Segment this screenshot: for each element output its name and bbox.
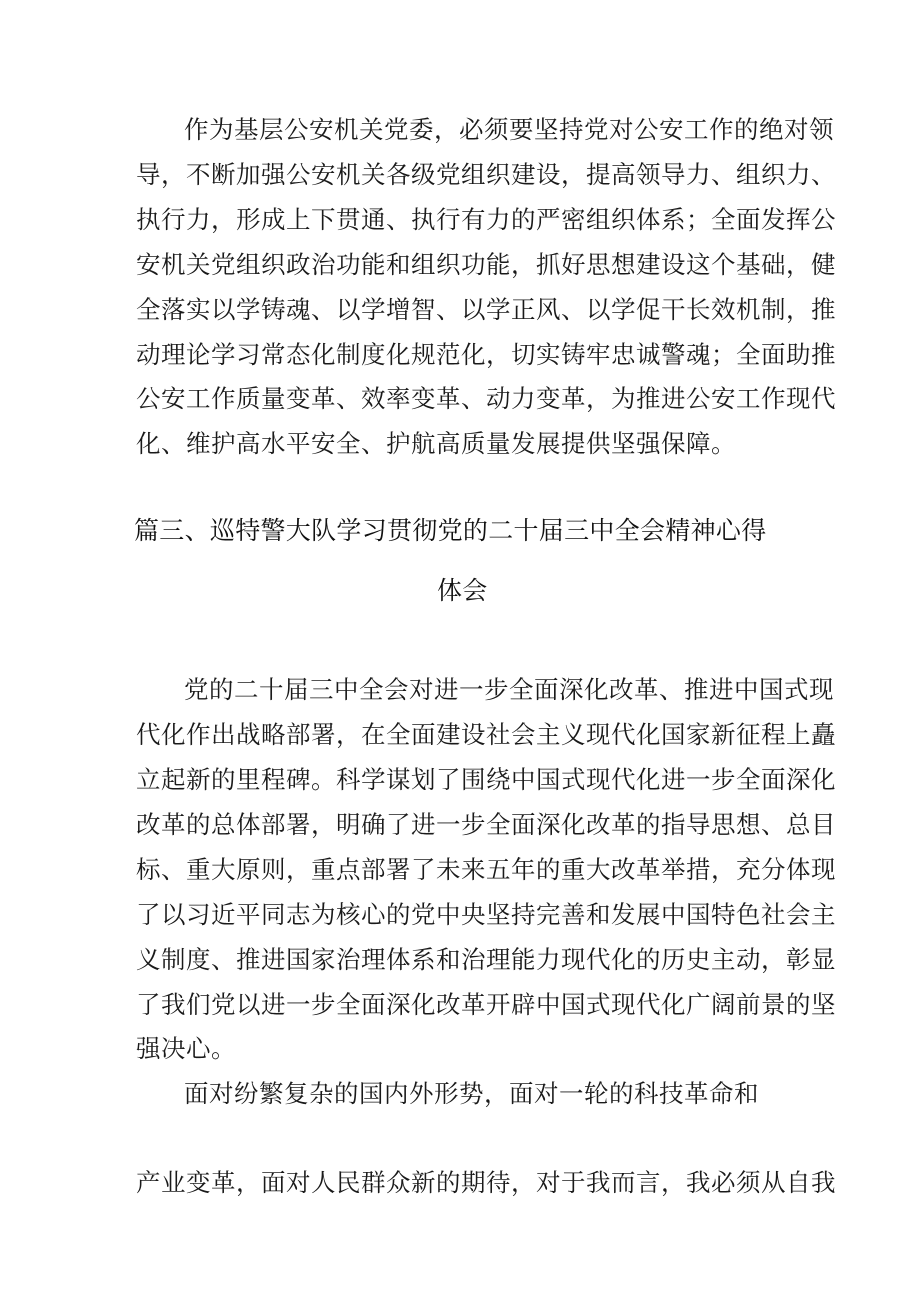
section-heading-line-1: 篇三、巡特警大队学习贯彻党的二十届三中全会精神心得 [134,516,767,545]
paragraph-line: 全落实以学铸魂、以学增智、以学正风、以学促干长效机制，推 [136,295,836,324]
paragraph-line: 了我们党以进一步全面深化改革开辟中国式现代化广阔前景的坚 [136,990,836,1019]
paragraph-line: 导，不断加强公安机关各级党组织建设，提高领导力、组织力、 [136,160,836,189]
section-heading-line-2: 体会 [437,576,488,605]
paragraph-line: 立起新的里程碑。科学谋划了围绕中国式现代化进一步全面深化 [136,765,836,794]
paragraph-line: 安机关党组织政治功能和组织功能，抓好思想建设这个基础，健 [136,250,836,279]
paragraph-line: 面对纷繁复杂的国内外形势，面对一轮的科技革命和 [184,1079,759,1108]
paragraph-line: 代化作出战略部署，在全面建设社会主义现代化国家新征程上矗 [136,720,836,749]
paragraph-line: 改革的总体部署，明确了进一步全面深化改革的指导思想、总目 [136,810,836,839]
paragraph-line: 产业变革，面对人民群众新的期待，对于我而言，我必须从自我 [136,1168,836,1197]
paragraph-line: 公安工作质量变革、效率变革、动力变革，为推进公安工作现代 [136,384,836,413]
paragraph-line: 执行力，形成上下贯通、执行有力的严密组织体系；全面发挥公 [136,205,836,234]
paragraph-line: 党的二十届三中全会对进一步全面深化改革、推进中国式现 [184,675,834,704]
paragraph-line: 动理论学习常态化制度化规范化，切实铸牢忠诚警魂；全面助推 [136,340,836,369]
paragraph-line: 作为基层公安机关党委，必须要坚持党对公安工作的绝对领 [184,115,834,144]
paragraph-line: 标、重大原则，重点部署了未来五年的重大改革举措，充分体现 [136,855,836,884]
paragraph-line: 强决心。 [136,1034,236,1063]
paragraph-line: 了以习近平同志为核心的党中央坚持完善和发展中国特色社会主 [136,900,836,929]
paragraph-line: 化、维护高水平安全、护航高质量发展提供坚强保障。 [136,429,736,458]
paragraph-line: 义制度、推进国家治理体系和治理能力现代化的历史主动，彰显 [136,945,836,974]
